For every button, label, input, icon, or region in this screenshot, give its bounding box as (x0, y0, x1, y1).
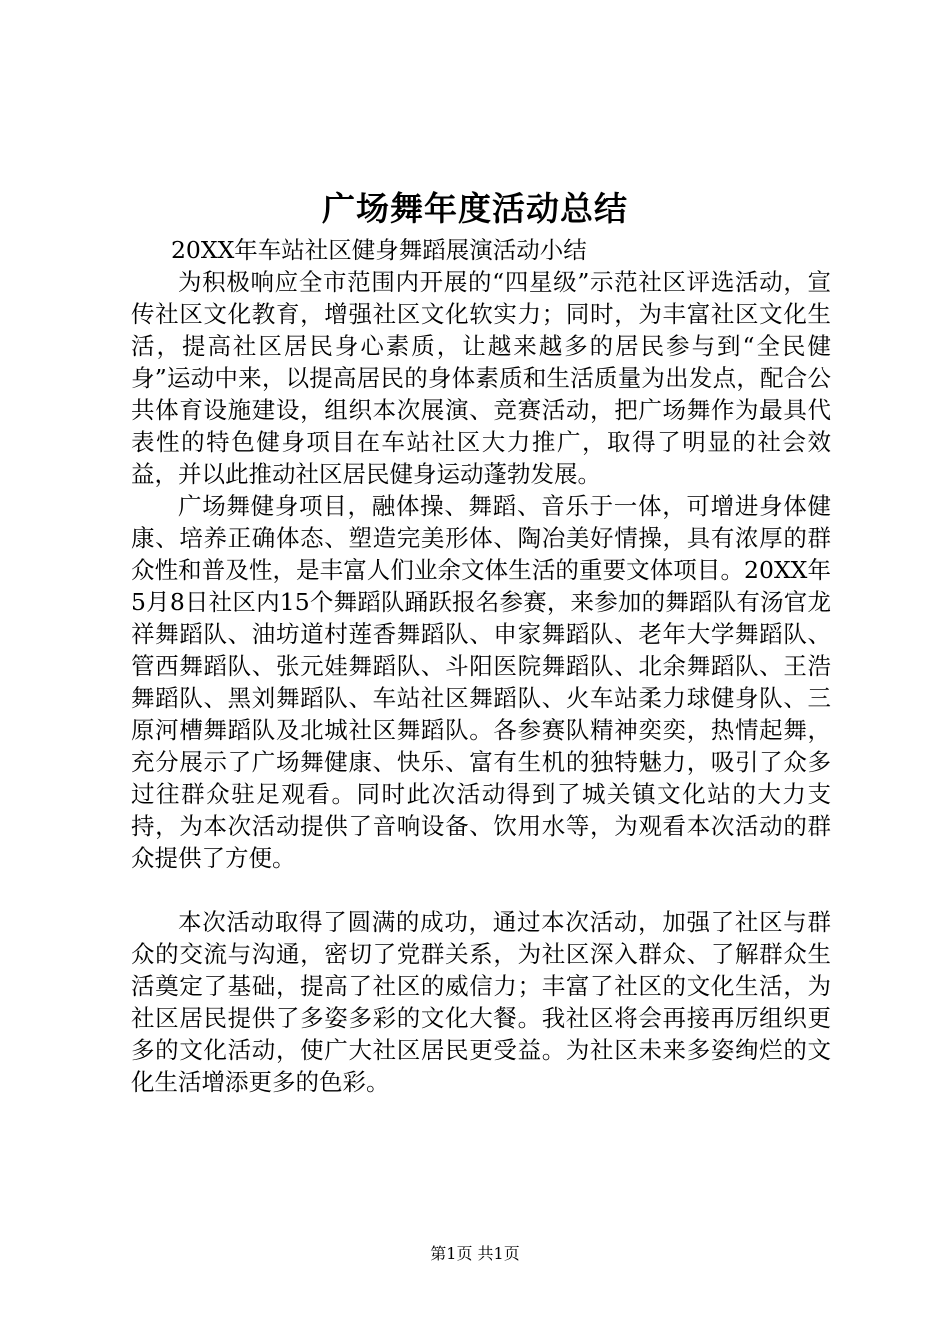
paragraph-project: 广场舞健身项目，融体操、舞蹈、音乐于一体，可增进身体健康、培养正确体态、塑造完美形体、陶冶美好情操，具有浓厚的群众性和普及性，是丰富人们业余文体生活的重要文体项目。20XX年5月8日社区内15个舞蹈队踊跃报名参赛，来参加的舞蹈队有汤官龙祥舞蹈队、油坊道村莲香舞蹈队、申家舞蹈队、老年大学舞蹈队、管西舞蹈队、张元娃舞蹈队、斗阳医院舞蹈队、北余舞蹈队、王浩舞蹈队、黑刘舞蹈队、车站社区舞蹈队、火车站柔力球健身队、三原河槽舞蹈队及北城社区舞蹈队。各参赛队精神奕奕，热情起舞，充分展示了广场舞健康、快乐、富有生机的独特魅力，吸引了众多过往群众驻足观看。同时此次活动得到了城关镇文化站的大力支持，为本次活动提供了音响设备、饮用水等，为观看本次活动的群众提供了方便。 (131, 492, 831, 872)
document-subtitle: 20XX年车站社区健身舞蹈展演活动小结 (170, 236, 587, 264)
document-title: 广场舞年度活动总结 (322, 189, 628, 228)
page-footer: 第1页 共1页 (430, 1244, 520, 1263)
paragraph-intro: 为积极响应全市范围内开展的“四星级”示范社区评选活动，宣传社区文化教育，增强社区文化软实力；同时，为丰富社区文化生活，提高社区居民身心素质，让越来越多的居民参与到“全民健身”运动中来，以提高居民的身体素质和生活质量为出发点，配合公共体育设施建设，组织本次展演、竞赛活动，把广场舞作为最具代表性的特色健身项目在车站社区大力推广，取得了明显的社会效益，并以此推动社区居民健身运动蓬勃发展。 (131, 268, 831, 488)
document-body (131, 234, 831, 1098)
paragraph-conclusion: 本次活动取得了圆满的成功，通过本次活动，加强了社区与群众的交流与沟通，密切了党群关系，为社区深入群众、了解群众生活奠定了基础，提高了社区的威信力；丰富了社区的文化生活，为社区居民提供了多姿多彩的文化大餐。我社区将会再接再厉组织更多的文化活动，使广大社区居民更受益。为社区未来多姿绚烂的文化生活增添更多的色彩。 (131, 908, 831, 1096)
